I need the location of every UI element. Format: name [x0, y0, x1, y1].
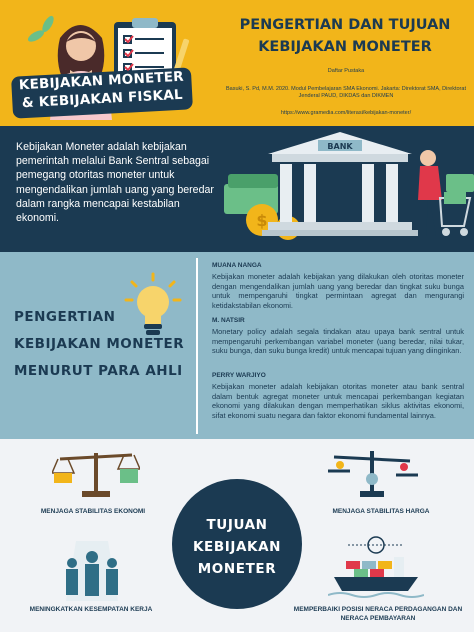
scale-people-icon	[326, 445, 418, 501]
definition-section	[0, 126, 474, 252]
experts-title-line-3: MENURUT PARA AHLI	[14, 363, 183, 379]
experts-title-line-2: KEBIJAKAN MONETER	[14, 336, 185, 352]
badge-line-2: & KEBIJAKAN FISKAL	[21, 86, 184, 112]
goal-label: MENINGKATKAN KESEMPATAN KERJA	[29, 606, 153, 613]
header-banner	[0, 0, 474, 126]
goals-title-line-3: MONETER	[197, 561, 277, 577]
reference-url: https://www.gramedia.com/literasi/kebijakan-moneter/	[280, 110, 412, 116]
workers-icon	[56, 541, 128, 601]
reference-heading: Daftar Pustaka	[327, 68, 365, 74]
page-title-line-2: KEBIJAKAN MONETER	[258, 39, 432, 55]
expert-name: MUANA NANGA	[212, 262, 262, 269]
expert-name: PERRY WARJIYO	[212, 372, 266, 379]
bank-illustration	[222, 128, 474, 252]
goals-title-line-2: KEBIJAKAN	[192, 539, 282, 555]
goal-label: MENJAGA STABILITAS EKONOMI	[40, 508, 146, 515]
goal-label: MEMPERBAIKI POSISI NERACA PERDAGANGAN DAN NERACA PEMBAYARAN	[293, 606, 463, 622]
scale-money-icon	[52, 445, 140, 501]
svg-text:$: $	[256, 211, 268, 230]
definition-text: Kebijakan Moneter adalah kebijakan pemerintah melalui Bank Sentral sebagai pemegang otoritas moneter untuk mengendalikan jumlah uang yang beredar dalam rangka mencapai kestabilan ekonomi.	[16, 141, 214, 225]
goal-label: MENJAGA STABILITAS HARGA	[332, 508, 430, 515]
cargo-ship-icon	[328, 535, 424, 601]
expert-definition: Monetary policy adalah segala tindakan atau upaya bank sentral untuk mempengaruhi perkembangan variabel moneter (uang beredar, nilai tukar, suku bunga, dan suku bunga kredit) untuk mencapai tujuan yang diinginkan.	[212, 327, 464, 356]
page-title-line-1: PENGERTIAN DAN TUJUAN	[239, 17, 451, 33]
goals-title-line-1: TUJUAN	[206, 517, 268, 533]
divider	[196, 258, 198, 434]
goals-section	[0, 439, 474, 632]
experts-section	[0, 252, 474, 439]
goals-center-circle	[172, 479, 302, 609]
reference-text: Basuki, S. Pd, M.M. 2020. Modul Pembelajaran SMA Ekonomi. Jakarta: Direktorat SMA, Direktorat Jenderal PAUD, DIKDAS dan DIKMEN	[226, 86, 466, 99]
experts-title-line-1: PENGERTIAN	[14, 309, 116, 325]
expert-name: M. NATSIR	[212, 317, 245, 324]
badge-line-1: KEBIJAKAN MONETER	[18, 68, 185, 94]
page-title	[222, 14, 468, 58]
bank-sign: BANK	[327, 142, 353, 151]
experts-title	[14, 304, 194, 385]
expert-definition: Kebijakan moneter adalah kebijakan otoritas moneter atau bank sentral dalam bentuk agregat moneter untuk mencapai perkembangan kegiatan ekonomi yang dilakukan dengan memperhatikan siklus aktivitas ekonomi, sifat ekonomi suatu negara dan faktor ekonomi fundamental lainnya.	[212, 382, 464, 420]
expert-definition: Kebijakan moneter adalah kebijakan yang dilakukan oleh otoritas moneter dengan mengendalikan jumlah uang yang beredar dan tingkat suku bunga untuk mempengaruhi tingkat permintaan agregat dan mengurangi ketidakstabilan ekonomi.	[212, 272, 464, 310]
